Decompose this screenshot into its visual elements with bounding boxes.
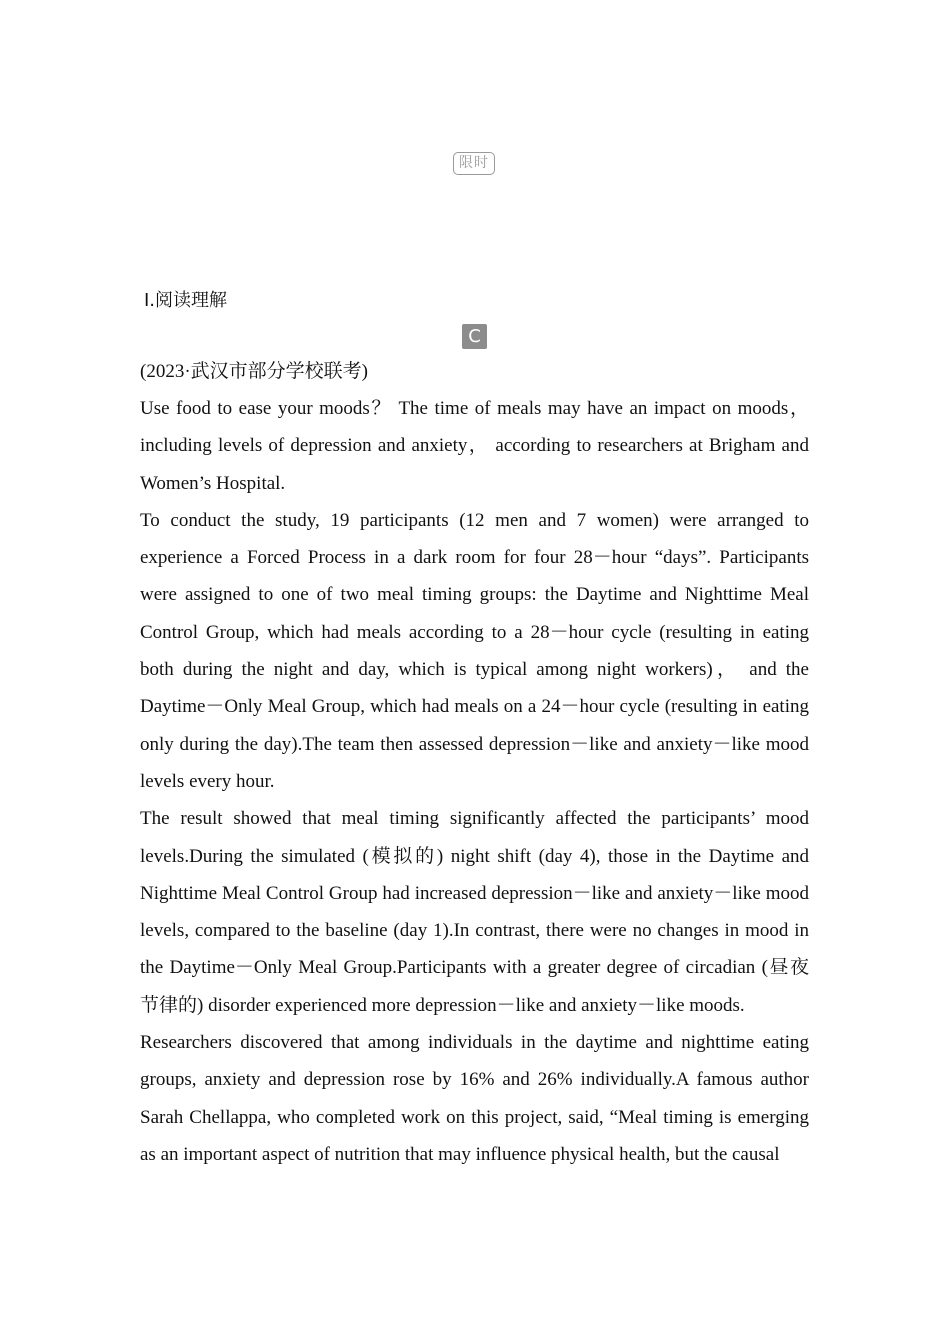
paragraph-2: To conduct the study, 19 participants (12 men and 7 women) were arranged to experience a Forced Process in a dark room for four 28－hour “days”. Participants were assigned to one of two meal timing groups: the Daytime and Nighttime Meal Control Group, which had meals according to a 28－hour cycle (resulting in eating both during the night and day, which is typical among night workers)， and the Daytime－Only Meal Group, which had meals on a 24－hour cycle (resulting in eating only during the day).The team then assessed depression－like and anxiety－like mood levels every hour. [140,509,809,792]
section-heading: Ⅰ.阅读理解 [144,290,228,311]
paragraph-3: The result showed that meal timing significantly affected the participants’ mood levels.During the simulated (模拟的) night shift (day 4), those in the Daytime and Nighttime Meal Control Group had increased depression－like and anxiety－like mood levels, compared to the baseline (day 1).In contrast, there were no changes in mood in the Daytime－Only Meal Group.Participants with a greater degree of circadian (昼夜节律的) disorder experienced more depression－like and anxiety－like moods. [140,808,809,1016]
paragraph-1: Use food to ease your moods？ The time of meals may have an impact on moods， including levels of depression and anxiety， according to researchers at Brigham and Women’s Hospital. [140,398,809,494]
passage-marker: C [462,324,487,349]
paragraph-4: Researchers discovered that among individuals in the daytime and nighttime eating groups, anxiety and depression rose by 16% and 26% individually.A famous author Sarah Chellappa, who completed work on this project, said, “Meal timing is emerging as an important aspect of nutrition that may influence physical health, but the causal [140,1032,809,1165]
passage-body [140,390,809,1173]
passage-source: (2023·武汉市部分学校联考) [140,361,368,382]
time-limit-badge: 限时 [453,152,495,175]
